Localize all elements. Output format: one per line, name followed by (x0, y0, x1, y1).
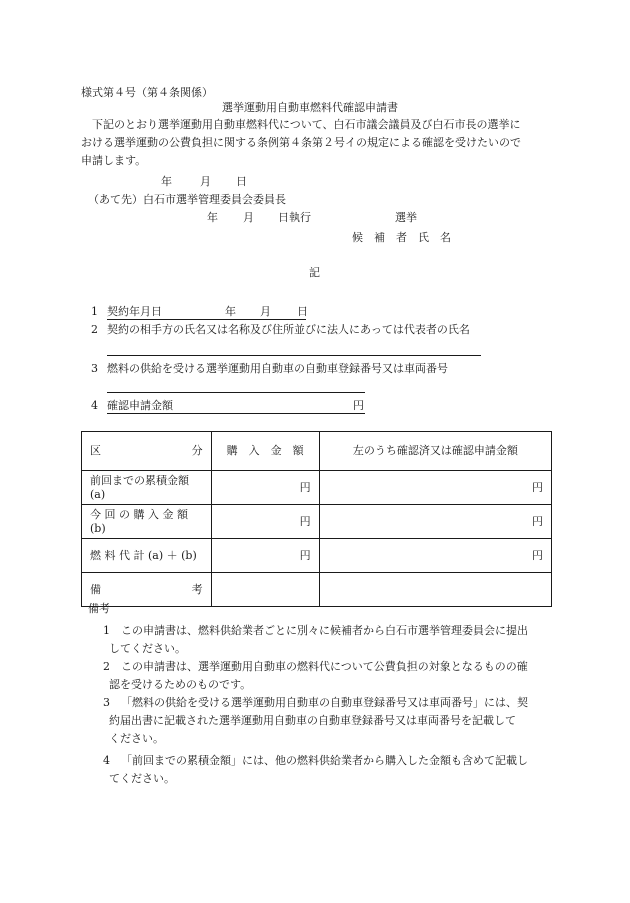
item-4-label: 確認申請金額 (107, 399, 173, 412)
note-number: 2 (103, 660, 110, 673)
fuel-cost-table (81, 431, 552, 607)
table-row (82, 505, 552, 539)
intro-line-1: 下記のとおり選挙運動用自動車燃料代について、白石市議会議員及び白石市長の選挙に (92, 118, 521, 131)
election-month-label: 月 (243, 211, 254, 224)
form-label: 様式第４号（第４条関係） (81, 86, 213, 99)
intro-line-2: おける選挙運動の公費負担に関する条例第４条第２号イの規定による確認を受けたいので (81, 136, 521, 149)
date-year-label: 年 (161, 175, 172, 188)
row-purchase-cell[interactable]: 円 (211, 539, 319, 573)
election-year-label: 年 (207, 211, 218, 224)
item-3-label: 燃料の供給を受ける選挙運動用自動車の自動車登録番号又は車両番号 (107, 362, 448, 375)
note-text: 「前回までの累積金額」には、他の燃料供給業者から購入した金額も含めて記載し (121, 754, 528, 767)
item-1-underline (107, 319, 306, 320)
note-text: この申請書は、選挙運動用自動車の燃料代について公費負担の対象となるものの確 (121, 660, 528, 673)
row-label: 前回までの累積金額(a) (82, 471, 212, 505)
election-day-exec-label: 日執行 (278, 211, 311, 224)
note-text: この申請書は、燃料供給業者ごとに別々に候補者から白石市選挙管理委員会に提出 (121, 624, 528, 637)
item-1-label: 契約年月日 (107, 305, 162, 318)
intro-line-3: 申請します。 (81, 154, 147, 167)
note-text-cont: 認を受けるためのものです。 (109, 678, 252, 691)
item-4-number: 4 (91, 399, 98, 412)
item-3-number: 3 (91, 362, 98, 375)
note-text-cont: してください。 (109, 642, 186, 655)
header-purchase-amount: 購 入 金 額 (211, 432, 319, 471)
header-category (82, 432, 212, 471)
note-item (103, 622, 555, 658)
note-text: 「燃料の供給を受ける選挙運動用自動車の自動車登録番号又は車両番号」には、契 (121, 696, 528, 709)
item-4-underline[interactable] (107, 413, 365, 414)
page-title: 選挙運動用自動車燃料代確認申請書 (222, 101, 398, 114)
row-purchase-cell[interactable]: 円 (211, 505, 319, 539)
remarks-cell[interactable] (211, 573, 319, 607)
election-label: 選挙 (395, 211, 417, 224)
item-1-number: 1 (91, 305, 98, 318)
candidate-name-label: 候 補 者 氏 名 (352, 231, 451, 244)
date-day-label: 日 (236, 175, 247, 188)
item-2-input-line[interactable] (107, 355, 481, 356)
note-text-cont: ください。 (109, 732, 164, 745)
note-text-cont: 約届出書に記載された選挙運動用自動車の自動車登録番号又は車両番号を記載して (109, 714, 516, 727)
table-row (82, 539, 552, 573)
note-text-cont: てください。 (109, 772, 175, 785)
note-number: 3 (103, 696, 110, 709)
notes-title: 備考 (88, 602, 110, 615)
header-category-a: 区 (90, 444, 101, 458)
row-confirmed-cell[interactable]: 円 (319, 539, 551, 573)
item-2-number: 2 (91, 323, 98, 336)
remarks-label-b: 考 (191, 582, 203, 596)
note-item (103, 752, 555, 788)
date-month-label: 月 (200, 175, 211, 188)
item-1-month: 月 (260, 305, 271, 318)
note-item (103, 694, 555, 748)
addressee: （あて先）白石市選挙管理委員会委員長 (88, 193, 286, 206)
row-confirmed-cell[interactable]: 円 (319, 471, 551, 505)
row-purchase-cell[interactable]: 円 (211, 471, 319, 505)
row-label: 燃 料 代 計 (a) ＋ (b) (82, 539, 212, 573)
item-1-day: 日 (297, 305, 308, 318)
row-label: 今 回 の 購 入 金 額(b) (82, 505, 212, 539)
remarks-label-a: 備 (90, 582, 101, 596)
note-item (103, 658, 555, 694)
header-confirmed-amount: 左のうち確認済又は確認申請金額 (319, 432, 551, 471)
row-confirmed-cell[interactable]: 円 (319, 505, 551, 539)
note-number: 4 (103, 754, 110, 767)
ki-heading: 記 (309, 266, 320, 279)
item-1-year: 年 (225, 305, 236, 318)
note-number: 1 (103, 624, 110, 637)
table-header-row (82, 432, 552, 471)
header-category-b: 分 (191, 444, 203, 458)
item-3-input-line[interactable] (107, 392, 365, 393)
remarks-cell-2[interactable] (319, 573, 551, 607)
item-4-unit: 円 (353, 399, 364, 412)
table-row-remarks (82, 573, 552, 607)
table-row (82, 471, 552, 505)
item-2-label: 契約の相手方の氏名又は名称及び住所並びに法人にあっては代表者の氏名 (107, 323, 470, 336)
